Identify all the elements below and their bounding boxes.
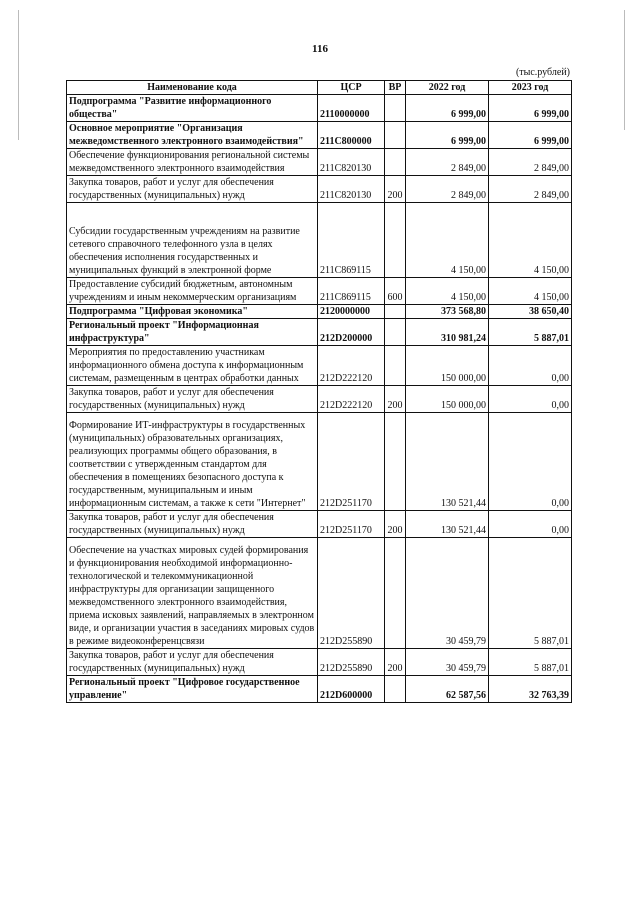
header-2022: 2022 год xyxy=(406,81,489,95)
row-vr xyxy=(385,538,406,649)
row-2022: 150 000,00 xyxy=(406,346,489,386)
row-csr: 211С869115 xyxy=(318,203,385,278)
row-name: Подпрограмма "Развитие информационного общества" xyxy=(67,95,318,122)
row-2023: 2 849,00 xyxy=(489,176,572,203)
row-2022: 373 568,80 xyxy=(406,305,489,319)
row-2022: 30 459,79 xyxy=(406,649,489,676)
table-row xyxy=(67,649,572,676)
row-2023: 6 999,00 xyxy=(489,122,572,149)
row-vr: 600 xyxy=(385,278,406,305)
table-row xyxy=(67,319,572,346)
row-vr xyxy=(385,346,406,386)
row-2022: 310 981,24 xyxy=(406,319,489,346)
row-name: Региональный проект "Информационная инфраструктура" xyxy=(67,319,318,346)
budget-table xyxy=(66,80,572,703)
table-row xyxy=(67,511,572,538)
table-header-row xyxy=(67,81,572,95)
row-2022: 6 999,00 xyxy=(406,122,489,149)
table-row xyxy=(67,203,572,278)
scan-edge-left xyxy=(18,10,19,140)
row-csr: 212D600000 xyxy=(318,676,385,703)
row-name: Закупка товаров, работ и услуг для обеспечения государственных (муниципальных) нужд xyxy=(67,386,318,413)
row-2023: 5 887,01 xyxy=(489,538,572,649)
row-2023: 5 887,01 xyxy=(489,319,572,346)
row-vr xyxy=(385,203,406,278)
row-2022: 130 521,44 xyxy=(406,511,489,538)
header-csr: ЦСР xyxy=(318,81,385,95)
row-2022: 2 849,00 xyxy=(406,149,489,176)
scan-edge-right xyxy=(624,10,625,130)
table-row xyxy=(67,413,572,511)
table-row xyxy=(67,346,572,386)
row-csr: 212D251170 xyxy=(318,413,385,511)
row-vr: 200 xyxy=(385,649,406,676)
row-vr: 200 xyxy=(385,511,406,538)
header-name: Наименование кода xyxy=(67,81,318,95)
row-csr: 212D255890 xyxy=(318,649,385,676)
row-name: Обеспечение функционирования региональной системы межведомственного электронного взаимодействия xyxy=(67,149,318,176)
table-row xyxy=(67,176,572,203)
row-2023: 0,00 xyxy=(489,386,572,413)
row-2022: 2 849,00 xyxy=(406,176,489,203)
row-name: Подпрограмма "Цифровая экономика" xyxy=(67,305,318,319)
row-vr xyxy=(385,95,406,122)
row-csr: 212D251170 xyxy=(318,511,385,538)
table-row xyxy=(67,122,572,149)
table-row xyxy=(67,95,572,122)
row-csr: 211С820130 xyxy=(318,149,385,176)
row-name: Закупка товаров, работ и услуг для обеспечения государственных (муниципальных) нужд xyxy=(67,511,318,538)
row-name: Субсидии государственным учреждениям на развитие сетевого справочного телефонного узла в целях обеспечения исполнения государственных и муниципальных функций в электронной форме xyxy=(67,203,318,278)
row-name: Основное мероприятие "Организация межведомственного электронного взаимодействия" xyxy=(67,122,318,149)
row-2022: 130 521,44 xyxy=(406,413,489,511)
row-name: Закупка товаров, работ и услуг для обеспечения государственных (муниципальных) нужд xyxy=(67,176,318,203)
table-row xyxy=(67,278,572,305)
table-row xyxy=(67,149,572,176)
row-2023: 0,00 xyxy=(489,511,572,538)
row-vr xyxy=(385,319,406,346)
row-name: Мероприятия по предоставлению участникам информационного обмена доступа к информационным системам, размещенным в центрах обработки данных xyxy=(67,346,318,386)
row-vr: 200 xyxy=(385,176,406,203)
table-row xyxy=(67,676,572,703)
row-vr xyxy=(385,413,406,511)
row-2022: 62 587,56 xyxy=(406,676,489,703)
row-csr: 2120000000 xyxy=(318,305,385,319)
row-2023: 6 999,00 xyxy=(489,95,572,122)
row-vr xyxy=(385,676,406,703)
row-2023: 0,00 xyxy=(489,346,572,386)
row-2022: 150 000,00 xyxy=(406,386,489,413)
row-2022: 30 459,79 xyxy=(406,538,489,649)
row-name: Предоставление субсидий бюджетным, автономным учреждениям и иным некоммерческим организациям xyxy=(67,278,318,305)
row-csr: 212D222120 xyxy=(318,346,385,386)
row-csr: 211С800000 xyxy=(318,122,385,149)
row-2022: 6 999,00 xyxy=(406,95,489,122)
row-csr: 212D222120 xyxy=(318,386,385,413)
row-2023: 2 849,00 xyxy=(489,149,572,176)
row-name: Обеспечение на участках мировых судей формирования и функционирования необходимой информационно-технологической и телекоммуникационной инфраструктуры для организации защищенного межведомственного электронного взаимодействия, приема исковых заявлений, направляемых в электронном виде, и организации участия в заседаниях мировых судов в режиме видеоконференцсвязи xyxy=(67,538,318,649)
row-csr: 211С869115 xyxy=(318,278,385,305)
table-body xyxy=(67,95,572,703)
table-row xyxy=(67,305,572,319)
page-number: 116 xyxy=(312,43,328,55)
row-2022: 4 150,00 xyxy=(406,278,489,305)
row-2023: 38 650,40 xyxy=(489,305,572,319)
row-2023: 4 150,00 xyxy=(489,203,572,278)
row-2023: 32 763,39 xyxy=(489,676,572,703)
row-vr xyxy=(385,149,406,176)
row-csr: 2110000000 xyxy=(318,95,385,122)
table-row xyxy=(67,386,572,413)
header-vr: ВР xyxy=(385,81,406,95)
row-2023: 5 887,01 xyxy=(489,649,572,676)
row-name: Региональный проект "Цифровое государственное управление" xyxy=(67,676,318,703)
header-2023: 2023 год xyxy=(489,81,572,95)
row-csr: 212D200000 xyxy=(318,319,385,346)
row-csr: 211С820130 xyxy=(318,176,385,203)
row-2022: 4 150,00 xyxy=(406,203,489,278)
row-2023: 4 150,00 xyxy=(489,278,572,305)
row-vr xyxy=(385,122,406,149)
row-vr: 200 xyxy=(385,386,406,413)
table-row xyxy=(67,538,572,649)
row-name: Формирование ИТ-инфраструктуры в государственных (муниципальных) образовательных организациях, реализующих программы общего образования, в соответствии с утвержденным стандартом для обеспечения в помещениях безопасного доступа к государственным, муниципальным и иным информационным системам, а также к сети "Интернет" xyxy=(67,413,318,511)
row-name: Закупка товаров, работ и услуг для обеспечения государственных (муниципальных) нужд xyxy=(67,649,318,676)
row-csr: 212D255890 xyxy=(318,538,385,649)
row-vr xyxy=(385,305,406,319)
row-2023: 0,00 xyxy=(489,413,572,511)
units-label: (тыс.рублей) xyxy=(515,67,570,78)
